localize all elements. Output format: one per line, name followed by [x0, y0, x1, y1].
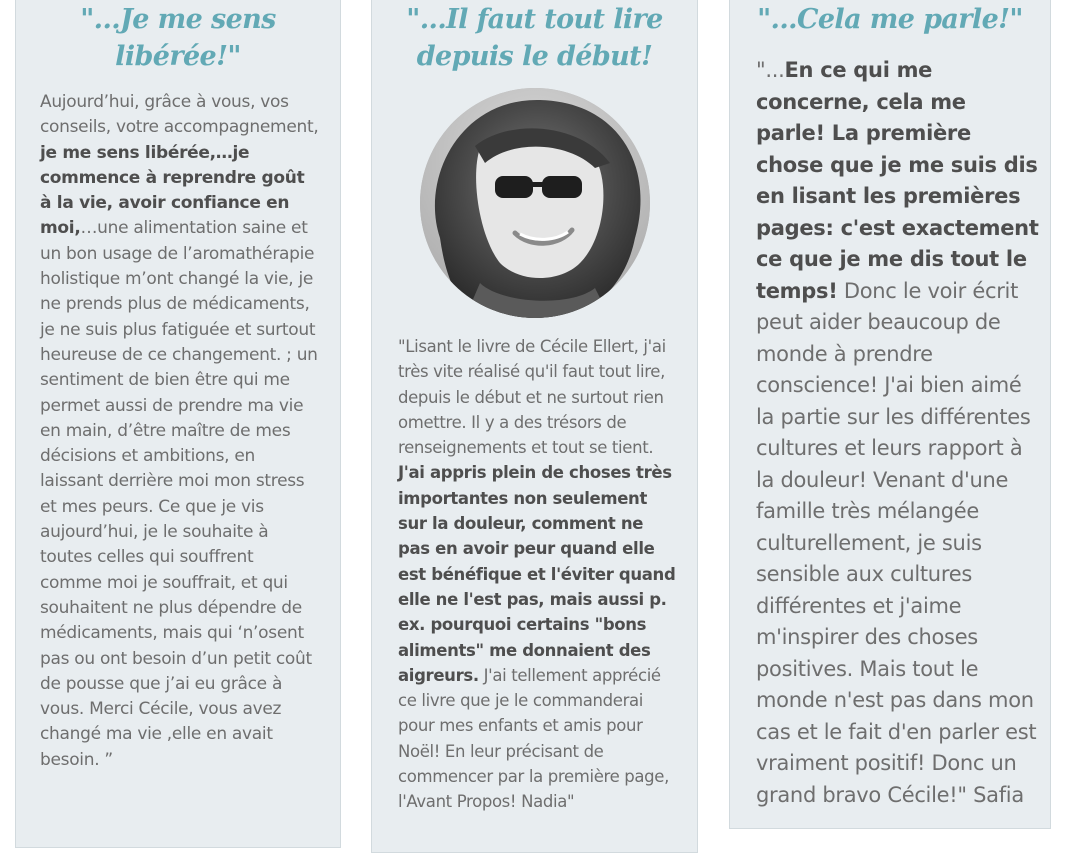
bold-text-segment: je me sens libérée,…je commence à reprendre goût à la vie, avoir confiance en moi,	[40, 142, 305, 239]
text-segment: J'ai tellement apprécié ce livre que je le commanderai pour mes enfants et amis pour Noël! En leur précisant de commencer par la première page, l'Avant Propos! Nadia"	[398, 665, 670, 812]
testimonial-card-2	[371, 0, 698, 853]
text-segment: Donc le voir écrit peut aider beaucoup de monde à prendre conscience! J'ai bien aimé la partie sur les différentes cultures et leurs rapport à la douleur! Venant d'une famille très mélangée culturellement, je suis sensible aux cultures différentes et j'aime m'inspirer des choses positives. Mais tout le monde n'est pas dans mon cas et le fait d'en parler est vraiment positif! Donc un grand bravo Cécile!" Safia	[756, 278, 1037, 807]
bold-text-segment: J'ai appris plein de choses très importantes non seulement sur la douleur, comment ne pas en avoir peur quand elle est bénéfique et l'éviter quand elle ne l'est pas, mais aussi p. ex. pourquoi certains "bons aliments" me donnaient des aigreurs.	[398, 463, 676, 685]
testimonial-title: "...Cela me parle!"	[757, 4, 1023, 35]
text-segment: "Lisant le livre de Cécile Ellert, j'ai très vite réalisé qu'il faut tout lire, depuis le début et ne surtout rien omettre. Il y a des trésors de renseignements et tout se tient.	[398, 337, 666, 458]
text-segment: Aujourd’hui, grâce à vous, vos conseils, votre accompagnement,	[40, 92, 319, 138]
testimonial-text	[40, 90, 320, 773]
testimonial-card-1	[15, 0, 341, 848]
testimonial-title: "...Il faut tout lire depuis le début!	[406, 4, 663, 72]
text-segment: …une alimentation saine et un bon usage de l’aromathérapie holistique m’ont changé la vie, je ne prends plus de médicaments, je ne suis plus fatiguée et surtout heureuse de ce changement. ; un sentiment de bien être qui me permet aussi de prendre ma vie en main, d’être maître de mes décisions et ambitions, en laissant derrière moi mon stress et mes peurs. Ce que je vis aujourd’hui, je le souhaite à toutes celles qui souffrent comme moi je souffrait, et qui souhaitent ne plus dépendre de médicaments, mais qui ‘n’osent pas ou ont besoin d’un petit coût de pousse que j’ai eu grâce à vous. Merci Cécile, vous avez changé ma vie ,elle en avait besoin. ”	[40, 218, 318, 770]
text-segment: "...	[756, 58, 785, 82]
testimonial-title: "...Je me sens libérée!"	[80, 4, 276, 72]
testimonial-text	[398, 334, 680, 815]
bold-text-segment: En ce qui me concerne, cela me parle! La première chose que je me suis dis en lisant les premières pages: c'est exactement ce que je me dis tout le temps!	[756, 58, 1039, 303]
testimonial-card-3	[729, 0, 1051, 829]
testimonial-text	[756, 55, 1041, 811]
woman-portrait-photo	[420, 88, 650, 318]
